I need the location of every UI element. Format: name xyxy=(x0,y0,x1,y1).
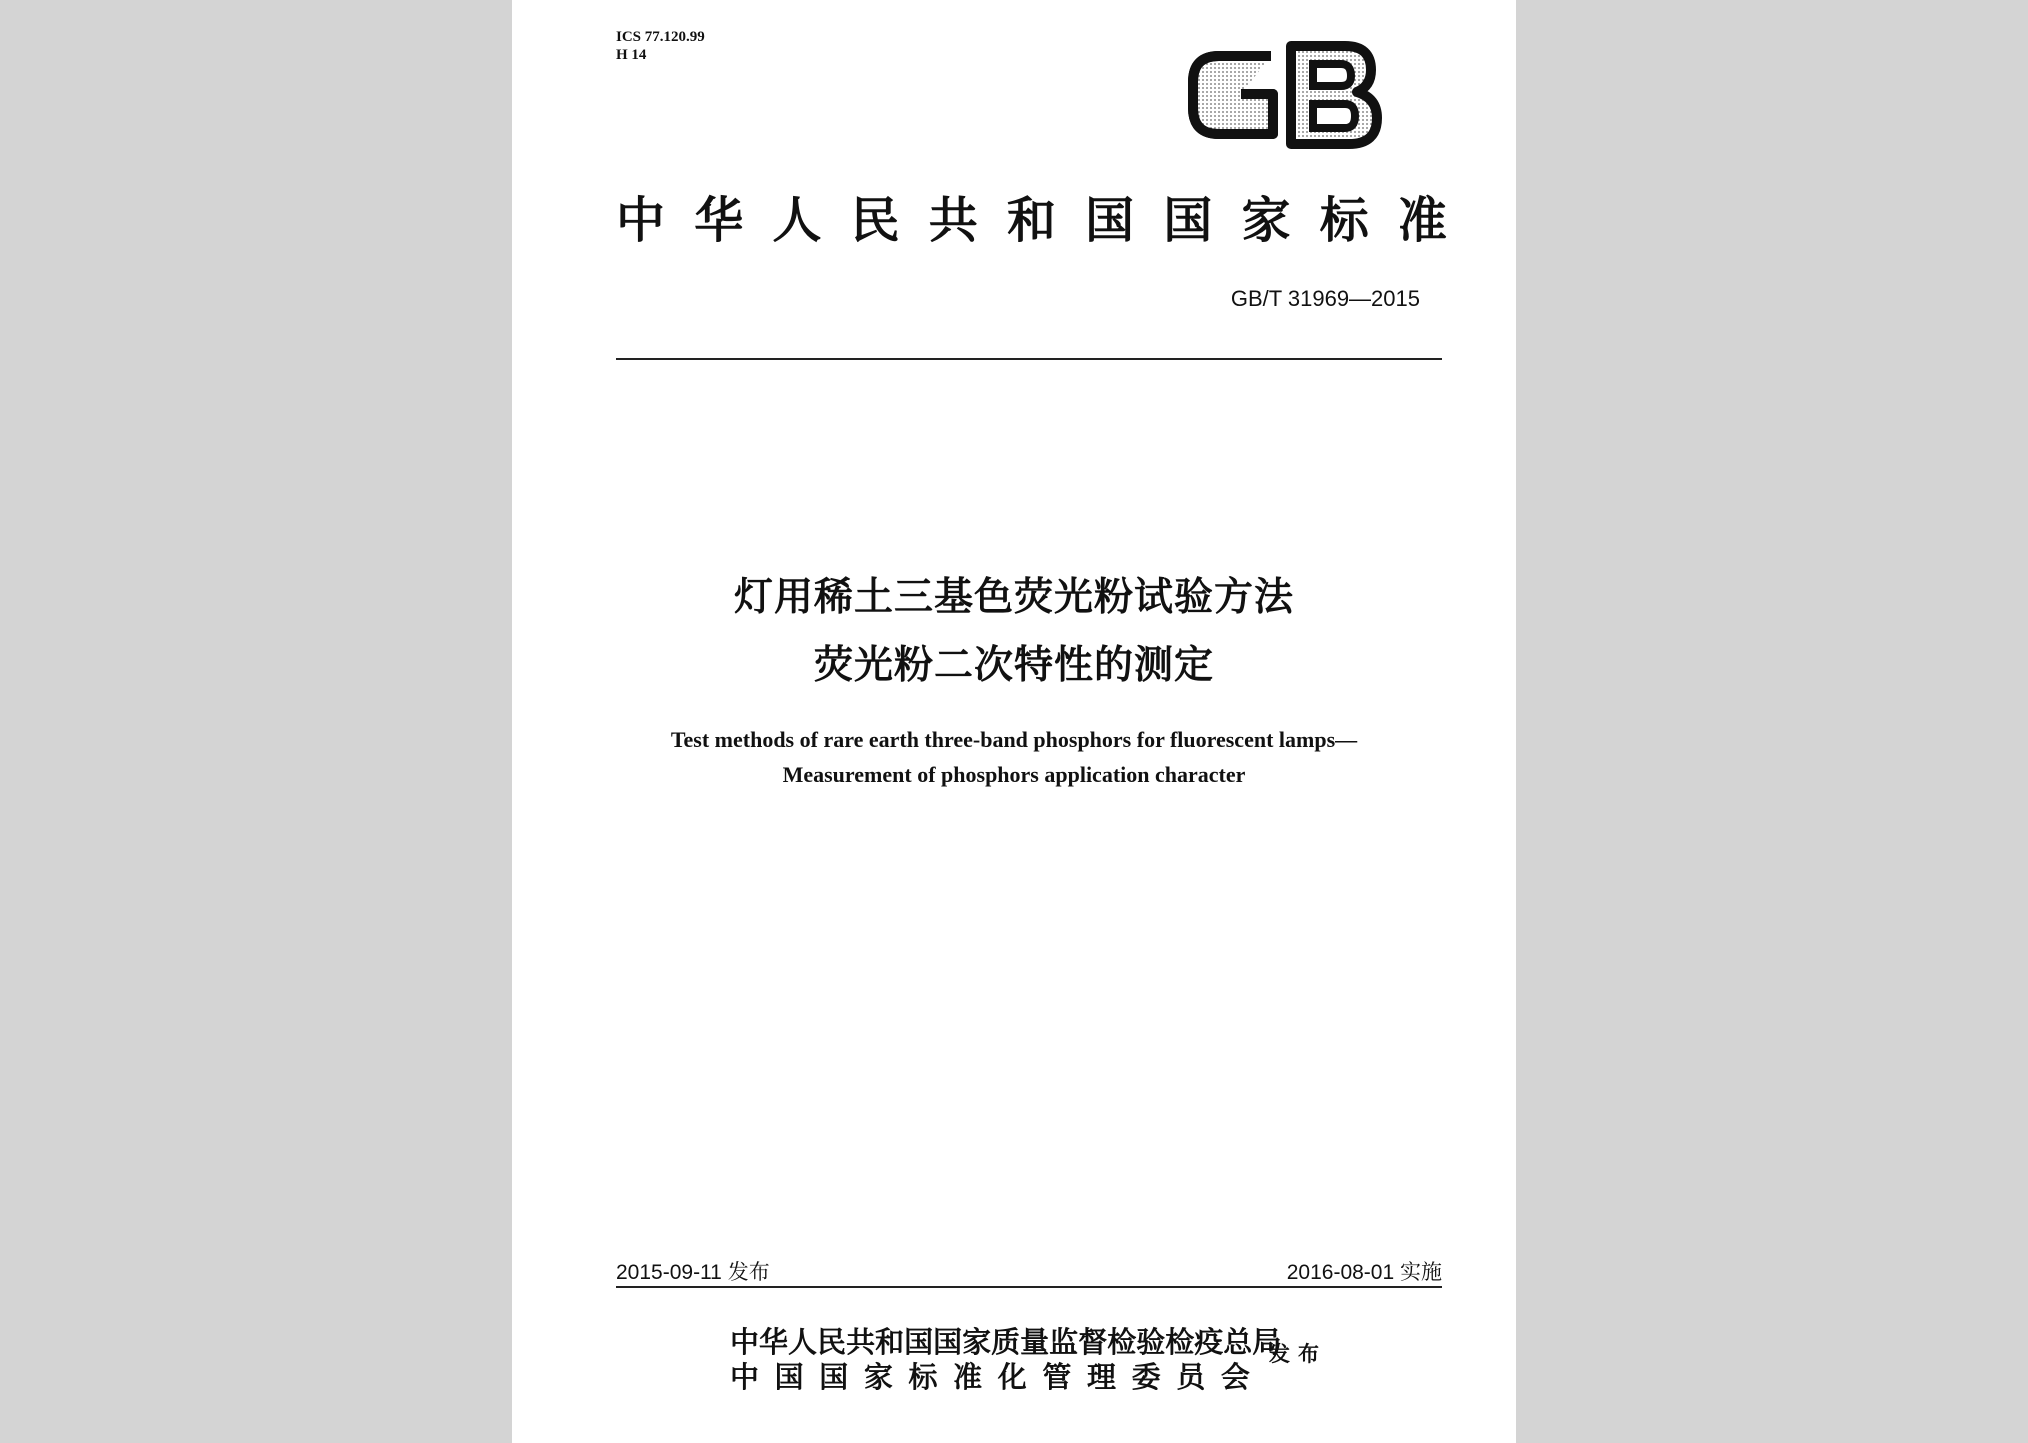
issuer-line-1-char: 验 xyxy=(1136,1325,1166,1359)
classification-block xyxy=(616,28,705,64)
issuer-line-1-char: 国 xyxy=(933,1325,963,1359)
issuer-line-1-char: 局 xyxy=(1252,1325,1282,1359)
document-page xyxy=(512,0,1516,1443)
issuer-line-2-char: 委 xyxy=(1131,1360,1161,1394)
issuer-line-2-char: 员 xyxy=(1176,1360,1206,1394)
header-divider xyxy=(616,358,1442,360)
issuer-line-1-char: 疫 xyxy=(1194,1325,1224,1359)
issuer-line-2-char: 国 xyxy=(774,1360,804,1394)
national-standard-heading-char: 国 xyxy=(1085,191,1146,249)
issuer-line-1-char: 量 xyxy=(1020,1325,1050,1359)
national-standard-heading-char: 共 xyxy=(928,191,989,249)
implementation-date: 2016-08-01 实施 xyxy=(1286,1261,1442,1284)
title-english-line-1: Test methods of rare earth three-band phosphors for fluorescent lamps— xyxy=(670,727,1358,752)
standard-number: GB/T 31969—2015 xyxy=(1230,286,1420,311)
issuer-line-1-char: 民 xyxy=(817,1325,847,1359)
issuer-line-2 xyxy=(730,1355,1250,1396)
issuer-line-1-char: 中 xyxy=(730,1325,760,1359)
issuer-line-2-char: 国 xyxy=(819,1360,849,1394)
national-standard-heading-char: 华 xyxy=(694,191,755,249)
gb-logo xyxy=(1185,38,1383,152)
issuer-line-1-char: 检 xyxy=(1165,1325,1195,1359)
issuer-line-1-char: 督 xyxy=(1078,1325,1108,1359)
national-standard-heading-char: 标 xyxy=(1319,191,1380,249)
footer-divider xyxy=(616,1286,1442,1288)
class-code: H 14 xyxy=(616,47,647,63)
national-standard-heading-char: 中 xyxy=(616,191,677,249)
title-english-line-2: Measurement of phosphors application character xyxy=(782,762,1246,787)
issuer-line-1-char: 共 xyxy=(846,1325,876,1359)
national-standard-heading-char: 人 xyxy=(772,191,833,249)
issuer-line-2-char: 管 xyxy=(1042,1360,1072,1394)
issuer-line-2-char: 理 xyxy=(1087,1360,1117,1394)
issuer-line-1-char: 质 xyxy=(991,1325,1021,1359)
issuer-line-2-char: 会 xyxy=(1220,1360,1250,1394)
issuer-line-1-char: 检 xyxy=(1107,1325,1137,1359)
publish-date: 2015-09-11 发布 xyxy=(616,1261,770,1284)
national-standard-heading-char: 准 xyxy=(1397,191,1458,249)
issuer-line-2-char: 准 xyxy=(953,1360,983,1394)
national-standard-heading-char: 家 xyxy=(1241,191,1302,249)
national-standard-heading-char: 民 xyxy=(850,191,911,249)
title-chinese-line-1: 灯用稀土三基色荧光粉试验方法 xyxy=(733,575,1294,620)
issuer-line-2-char: 化 xyxy=(997,1360,1027,1394)
title-chinese-line-2: 荧光粉二次特性的测定 xyxy=(813,643,1214,688)
national-standard-heading xyxy=(616,182,1458,252)
issuer-line-2-char: 标 xyxy=(908,1360,938,1394)
issuer-line-1-char: 监 xyxy=(1049,1325,1079,1359)
issuer-line-1-char: 华 xyxy=(759,1325,789,1359)
issuer-line-2-char: 家 xyxy=(863,1360,893,1394)
national-standard-heading-char: 和 xyxy=(1006,191,1067,249)
issuer-line-1-char: 家 xyxy=(962,1325,992,1359)
issuer-line-1-char: 国 xyxy=(904,1325,934,1359)
national-standard-heading-char: 国 xyxy=(1163,191,1224,249)
issuer-line-1-char: 人 xyxy=(788,1325,818,1359)
issuer-line-2-char: 中 xyxy=(730,1360,760,1394)
issuer-line-1-char: 总 xyxy=(1223,1325,1253,1359)
ics-code: ICS 77.120.99 xyxy=(616,29,705,45)
publish-label: 发布 xyxy=(1269,1342,1327,1366)
issuer-line-1-char: 和 xyxy=(875,1325,905,1359)
